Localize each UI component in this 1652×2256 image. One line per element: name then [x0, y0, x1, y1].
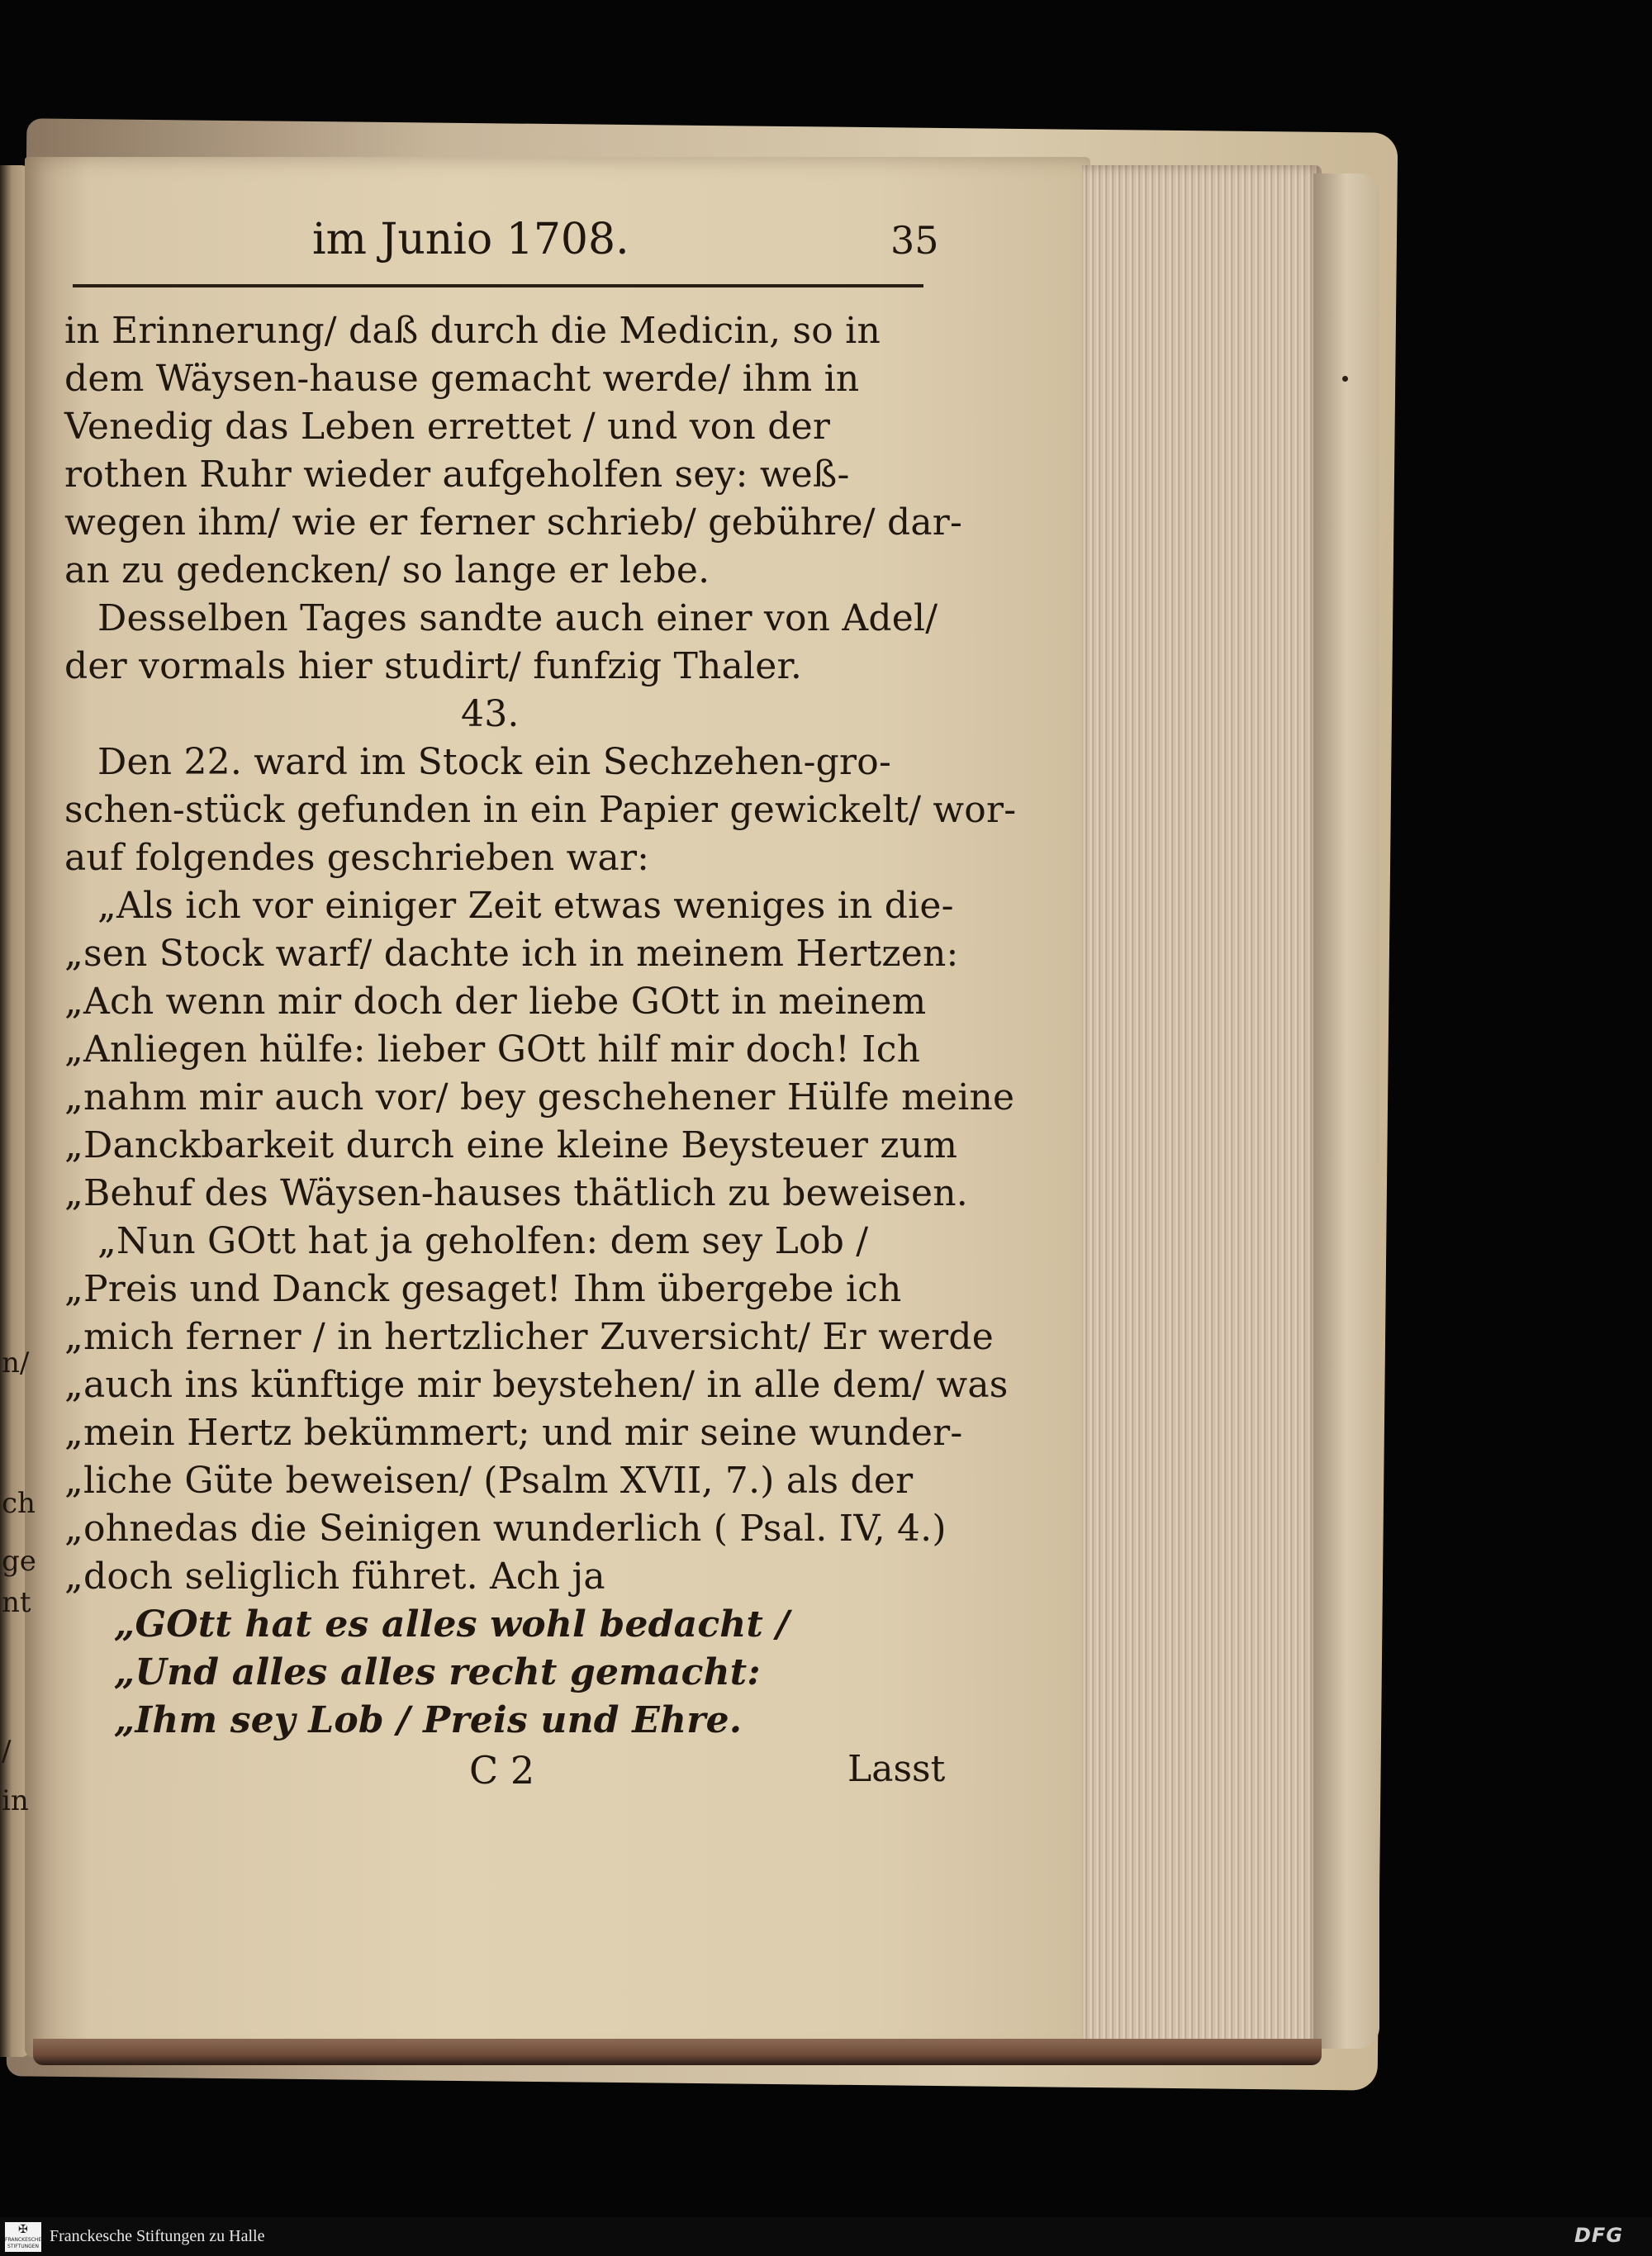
dfg-logo: DFG: [1574, 2224, 1624, 2247]
margin-fragment: ge: [2, 1545, 36, 1578]
logo-text: FRANCKESCHE STIFTUNGEN: [5, 2237, 42, 2249]
text-line: „Behuf des Wäysen-hauses thätlich zu beweisen.: [64, 1172, 968, 1214]
text-line: Den 22. ward im Stock ein Sechzehen-gro-: [97, 741, 892, 783]
margin-fragment: n/: [2, 1346, 30, 1380]
section-number: 43.: [461, 693, 520, 735]
logo-mark-icon: ✠: [18, 2223, 28, 2236]
text-line: Venedig das Leben errettet / und von der: [64, 406, 831, 448]
bottom-edge: [33, 2039, 1322, 2065]
footer-bar: [0, 2217, 1652, 2256]
catchword: Lasst: [847, 1748, 946, 1790]
text-line: in Erinnerung/ daß durch die Medicin, so in: [64, 310, 881, 352]
text-line: „ohnedas die Seinigen wunderlich ( Psal. IV, 4.): [64, 1508, 947, 1550]
text-line: „mein Hertz bekümmert; und mir seine wunder-: [64, 1412, 963, 1454]
text-line: „nahm mir auch vor/ bey geschehener Hülfe meine: [64, 1076, 1015, 1119]
text-line: wegen ihm/ wie er ferner schrieb/ gebühre/ dar-: [64, 501, 963, 544]
verse-line: „Ihm sey Lob / Preis und Ehre.: [114, 1699, 743, 1741]
page-number: 35: [890, 218, 939, 263]
text-line: „Anliegen hülfe: lieber GOtt hilf mir doch! Ich: [64, 1028, 921, 1071]
institution-name: Franckesche Stiftungen zu Halle: [50, 2227, 265, 2245]
text-line: dem Wäysen-hause gemacht werde/ ihm in: [64, 358, 860, 400]
text-line: auf folgendes geschrieben war:: [64, 837, 650, 879]
text-line: „Nun GOtt hat ja geholfen: dem sey Lob /: [97, 1220, 869, 1262]
margin-fragment: nt: [2, 1586, 31, 1619]
text-line: „Ach wenn mir doch der liebe GOtt in meinem: [64, 981, 927, 1023]
margin-fragment: in: [2, 1784, 29, 1817]
text-line: „Danckbarkeit durch eine kleine Beysteuer zum: [64, 1124, 958, 1166]
verse-line: „GOtt hat es alles wohl bedacht /: [114, 1603, 790, 1646]
signature-mark: C 2: [469, 1748, 535, 1793]
text-line: Desselben Tages sandte auch einer von Adel/: [97, 597, 938, 639]
text-line: „doch seliglich führet. Ach ja: [64, 1555, 605, 1598]
page-block-edges: [1082, 165, 1322, 2057]
text-line: „auch ins künftige mir beystehen/ in alle dem/ was: [64, 1364, 1009, 1406]
running-head: im Junio 1708.: [312, 215, 629, 264]
text-line: rothen Ruhr wieder aufgeholfen sey: weß-: [64, 454, 850, 496]
text-line: an zu gedencken/ so lange er lebe.: [64, 549, 710, 591]
header-rule: [73, 284, 923, 287]
verse-line: „Und alles alles recht gemacht:: [114, 1651, 761, 1693]
text-line: „Preis und Danck gesaget! Ihm übergebe ich: [64, 1268, 902, 1310]
text-line: schen-stück gefunden in ein Papier gewickelt/ wor-: [64, 789, 1017, 831]
margin-fragment: /: [2, 1735, 12, 1768]
institution-logo: [5, 2222, 41, 2252]
text-line: „mich ferner / in hertzlicher Zuversicht/ Er werde: [64, 1316, 995, 1358]
paper-speck: [1342, 376, 1348, 382]
binding-edge: [1313, 173, 1379, 2049]
text-line: „Als ich vor einiger Zeit etwas weniges in die-: [97, 885, 954, 927]
text-line: „liche Güte beweisen/ (Psalm XVII, 7.) als der: [64, 1460, 914, 1502]
text-line: der vormals hier studirt/ funfzig Thaler.: [64, 645, 803, 687]
text-line: „sen Stock warf/ dachte ich in meinem Hertzen:: [64, 933, 959, 975]
margin-fragment: ch: [2, 1487, 36, 1520]
